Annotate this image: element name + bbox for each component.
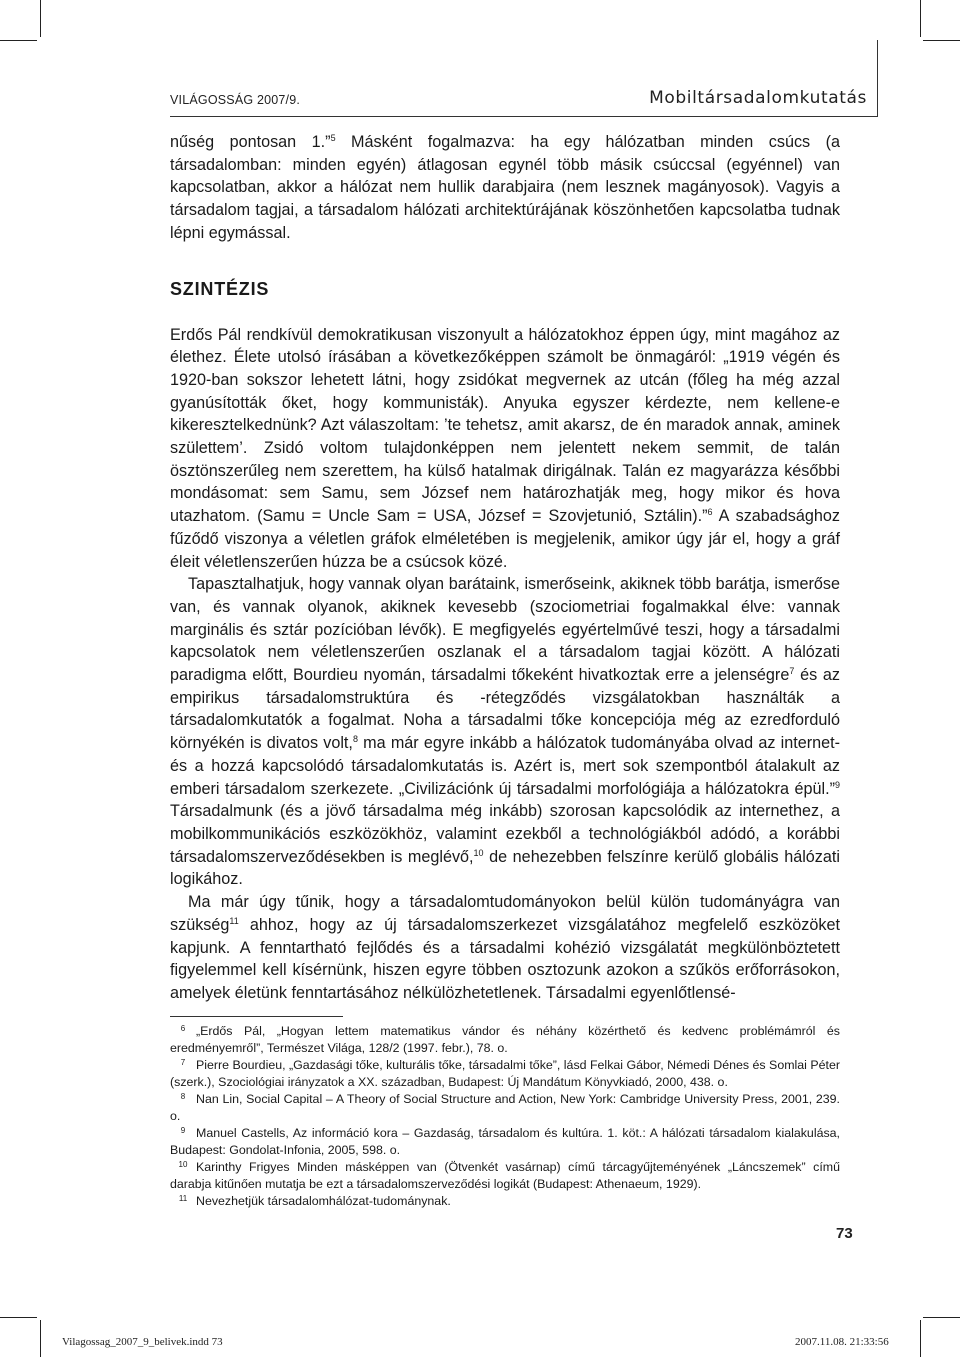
slug-datetime: 2007.11.08. 21:33:56 — [795, 1336, 889, 1348]
footnote-ref[interactable]: 8 — [352, 734, 358, 745]
slug-filename: Vilagossag_2007_9_belivek.indd 73 — [62, 1336, 223, 1348]
section-heading: SZINTÉZIS — [170, 278, 270, 299]
crop-mark — [40, 1320, 41, 1357]
footnotes — [170, 1023, 840, 1210]
footnote: 10 Karinthy Frigyes Minden másképpen van (Ötvenkét vasárnap) című tárcagyűjteményének „Láncszemek” című darabja kitűnően mutatja be ezt a társadalomszerveződési logikát (Budapest: Athenaeum, 1929). — [170, 1160, 840, 1191]
paragraph: Ma már úgy tűnik, hogy a társadalomtudományokon belül külön tudományágra van szükség$^{11}$ ahhoz, hogy az új társadalomszerkezet vizsgálatához megfelelő eszközöket kapjunk. A fenntartható fejlődés és a társadalmi kohézió vizsgálatát megkülönböztetett figyelemmel kell kísérnünk, hiszen egyre többen osztozunk azokon a szűkös erőforrásokon, amelyek életünk fenntartásához nélkülözhetetlenek. Társadalmi egyenlőtlensé- — [170, 893, 840, 1002]
crop-mark — [923, 1317, 960, 1318]
section-title: Mobiltársadalomkutatás — [649, 88, 867, 108]
footnote: 9 Manuel Castells, Az információ kora – Gazdaság, társadalom és kultúra. 1. köt.: A hálózati társadalom kialakulása, Budapest: Gondolat-Infonia, 2005, 598. o. — [170, 1126, 840, 1157]
footnote-ref[interactable]: 6 — [707, 507, 713, 518]
footnote-ref[interactable]: 9 — [834, 779, 840, 790]
footnote-ref[interactable]: 5 — [330, 133, 336, 143]
article-body — [170, 131, 840, 1005]
crop-mark — [40, 0, 41, 37]
crop-mark — [920, 1320, 921, 1357]
crop-mark — [920, 0, 921, 37]
footnote-ref[interactable]: 11 — [229, 915, 239, 926]
journal-issue: VILÁGOSSÁG 2007/9. — [170, 93, 301, 107]
crop-mark — [0, 1317, 37, 1318]
footnote: 8 Nan Lin, Social Capital – A Theory of Social Structure and Action, New York: Cambridge University Press, 2001, 239. o. — [170, 1092, 840, 1123]
footnote-rule — [170, 1016, 343, 1017]
paragraph: Erdős Pál rendkívül demokratikusan viszonyult a hálózatokhoz éppen úgy, mint magához az élethez. Élete utolsó írásában a következőképpen számolt be önmagáról: „1919 végén és 1920-ban sokszor lehetett látni, hogy zsidókat megvernek az utcán (főleg ha még azzal gyanúsították őket, hogy kommunisták). Anyuka egyszer kérdezte, nem kellene-e kikeresztelkednünk? Azt válaszoltam: ’te tehetsz, amit akarsz, de én maradok annak, aminek születtem’. Zsidó voltom tulajdonképpen nem jelentett nekem semmit, de talán ösztönszerűleg nem szerettem, ha külső hatalmak dirigálnak. Talán ez magyarázza későbbi mondásomat: sem Samu, sem József nem határozhatják meg, hogy mikor és hova utazhatom. (Samu = Uncle Sam = USA, József = Szovjetunió, Sztálin).”$^6$ A szabadsághoz fűződő viszonya a véletlen gráfok elméletében is megjelenik, amikor úgy jár el, hogy a gráf éleit véletlenszerűen húzza be a csúcsok közé. — [170, 325, 840, 571]
footnote: 7 Pierre Bourdieu, „Gazdasági tőke, kulturális tőke, társadalmi tőke”, lásd Felkai Gábor, Némedi Dénes és Somlai Péter (szerk.), Szociológiai irányzatok a XX. században, Budapest: Új Mandátum Könyvkiadó, 2000, 438. o. — [170, 1058, 840, 1089]
footnote: 6 „Erdős Pál, „Hogyan lettem matematikus vándor és néhány közérthető és kedvenc problémámról és eredményemről”, Természet Világa, 128/2 (1997. febr.), 78. o. — [170, 1024, 840, 1055]
footnote: 11 Nevezhetjük társadalomhálózat-tudománynak. — [178, 1194, 451, 1208]
footnote-ref[interactable]: 10 — [473, 847, 484, 858]
crop-mark — [923, 40, 960, 41]
paragraph: nűség pontosan 1.”$^5$ Másként fogalmazva: ha egy hálózatban minden csúcs (a társadalomban: minden egyén) átlagosan egynél több másik csúccsal (egyénnel) van kapcsolatban, akkor a hálózat nem hullik darabjaira (nem lesznek magányosok). Vagyis a társadalom tagjai, a társadalom hálózati architektúrájának köszönhetően kapcsolatba tudnak lépni egymással. — [170, 133, 840, 242]
page-number: 73 — [836, 1225, 853, 1242]
paragraph: Tapasztalhatjuk, hogy vannak olyan barátaink, ismerőseink, akiknek több barátja, ismerőse van, és vannak olyanok, akiknek kevesebb (szociometriai fogalmakkal élve: vannak marginális és sztár pozícióban lévők). E megfigyelés egyértelművé teszi, hogy a társadalmi kapcsolatok nem véletlenszerűen oszlanak el a társadalom tagjai között. A hálózati paradigma előtt, Bourdieu nyomán, társadalmi tőkeként hivatkoztak erre a jelenségre$^7$ és az empirikus társadalomstruktúra és -rétegződés vizsgálatokban használták a társadalomkutatók a fogalmat. Noha a társadalmi tőke koncepciója még az ezredforduló környékén is divatos volt,$^8$ ma már egyre inkább a hálózatok tudományába olvad az internet- és a hozzá kapcsolódó társadalomkutatás is. Azért is, mert sok szempontból átalakult az emberi társadalom szerkezete. „Civilizációnk új társadalmi morfológiája a hálózatokra épül.”$^9$ Társadalmunk (és a jövő társadalma még inkább) szorosan kapcsolódik az internethez, a mobilkommunikációs eszközökhöz, valamint ezekből a technológiákból adódó, a korábbi társadalomszerveződésekben is meglévő,$^{10}$ de nehezebben felszínre kerülő globális hálózati logikához. — [170, 575, 840, 889]
crop-mark — [0, 40, 37, 41]
header-vertical-rule — [877, 40, 878, 116]
footnote-ref[interactable]: 7 — [789, 666, 795, 677]
header-rule — [170, 116, 878, 117]
